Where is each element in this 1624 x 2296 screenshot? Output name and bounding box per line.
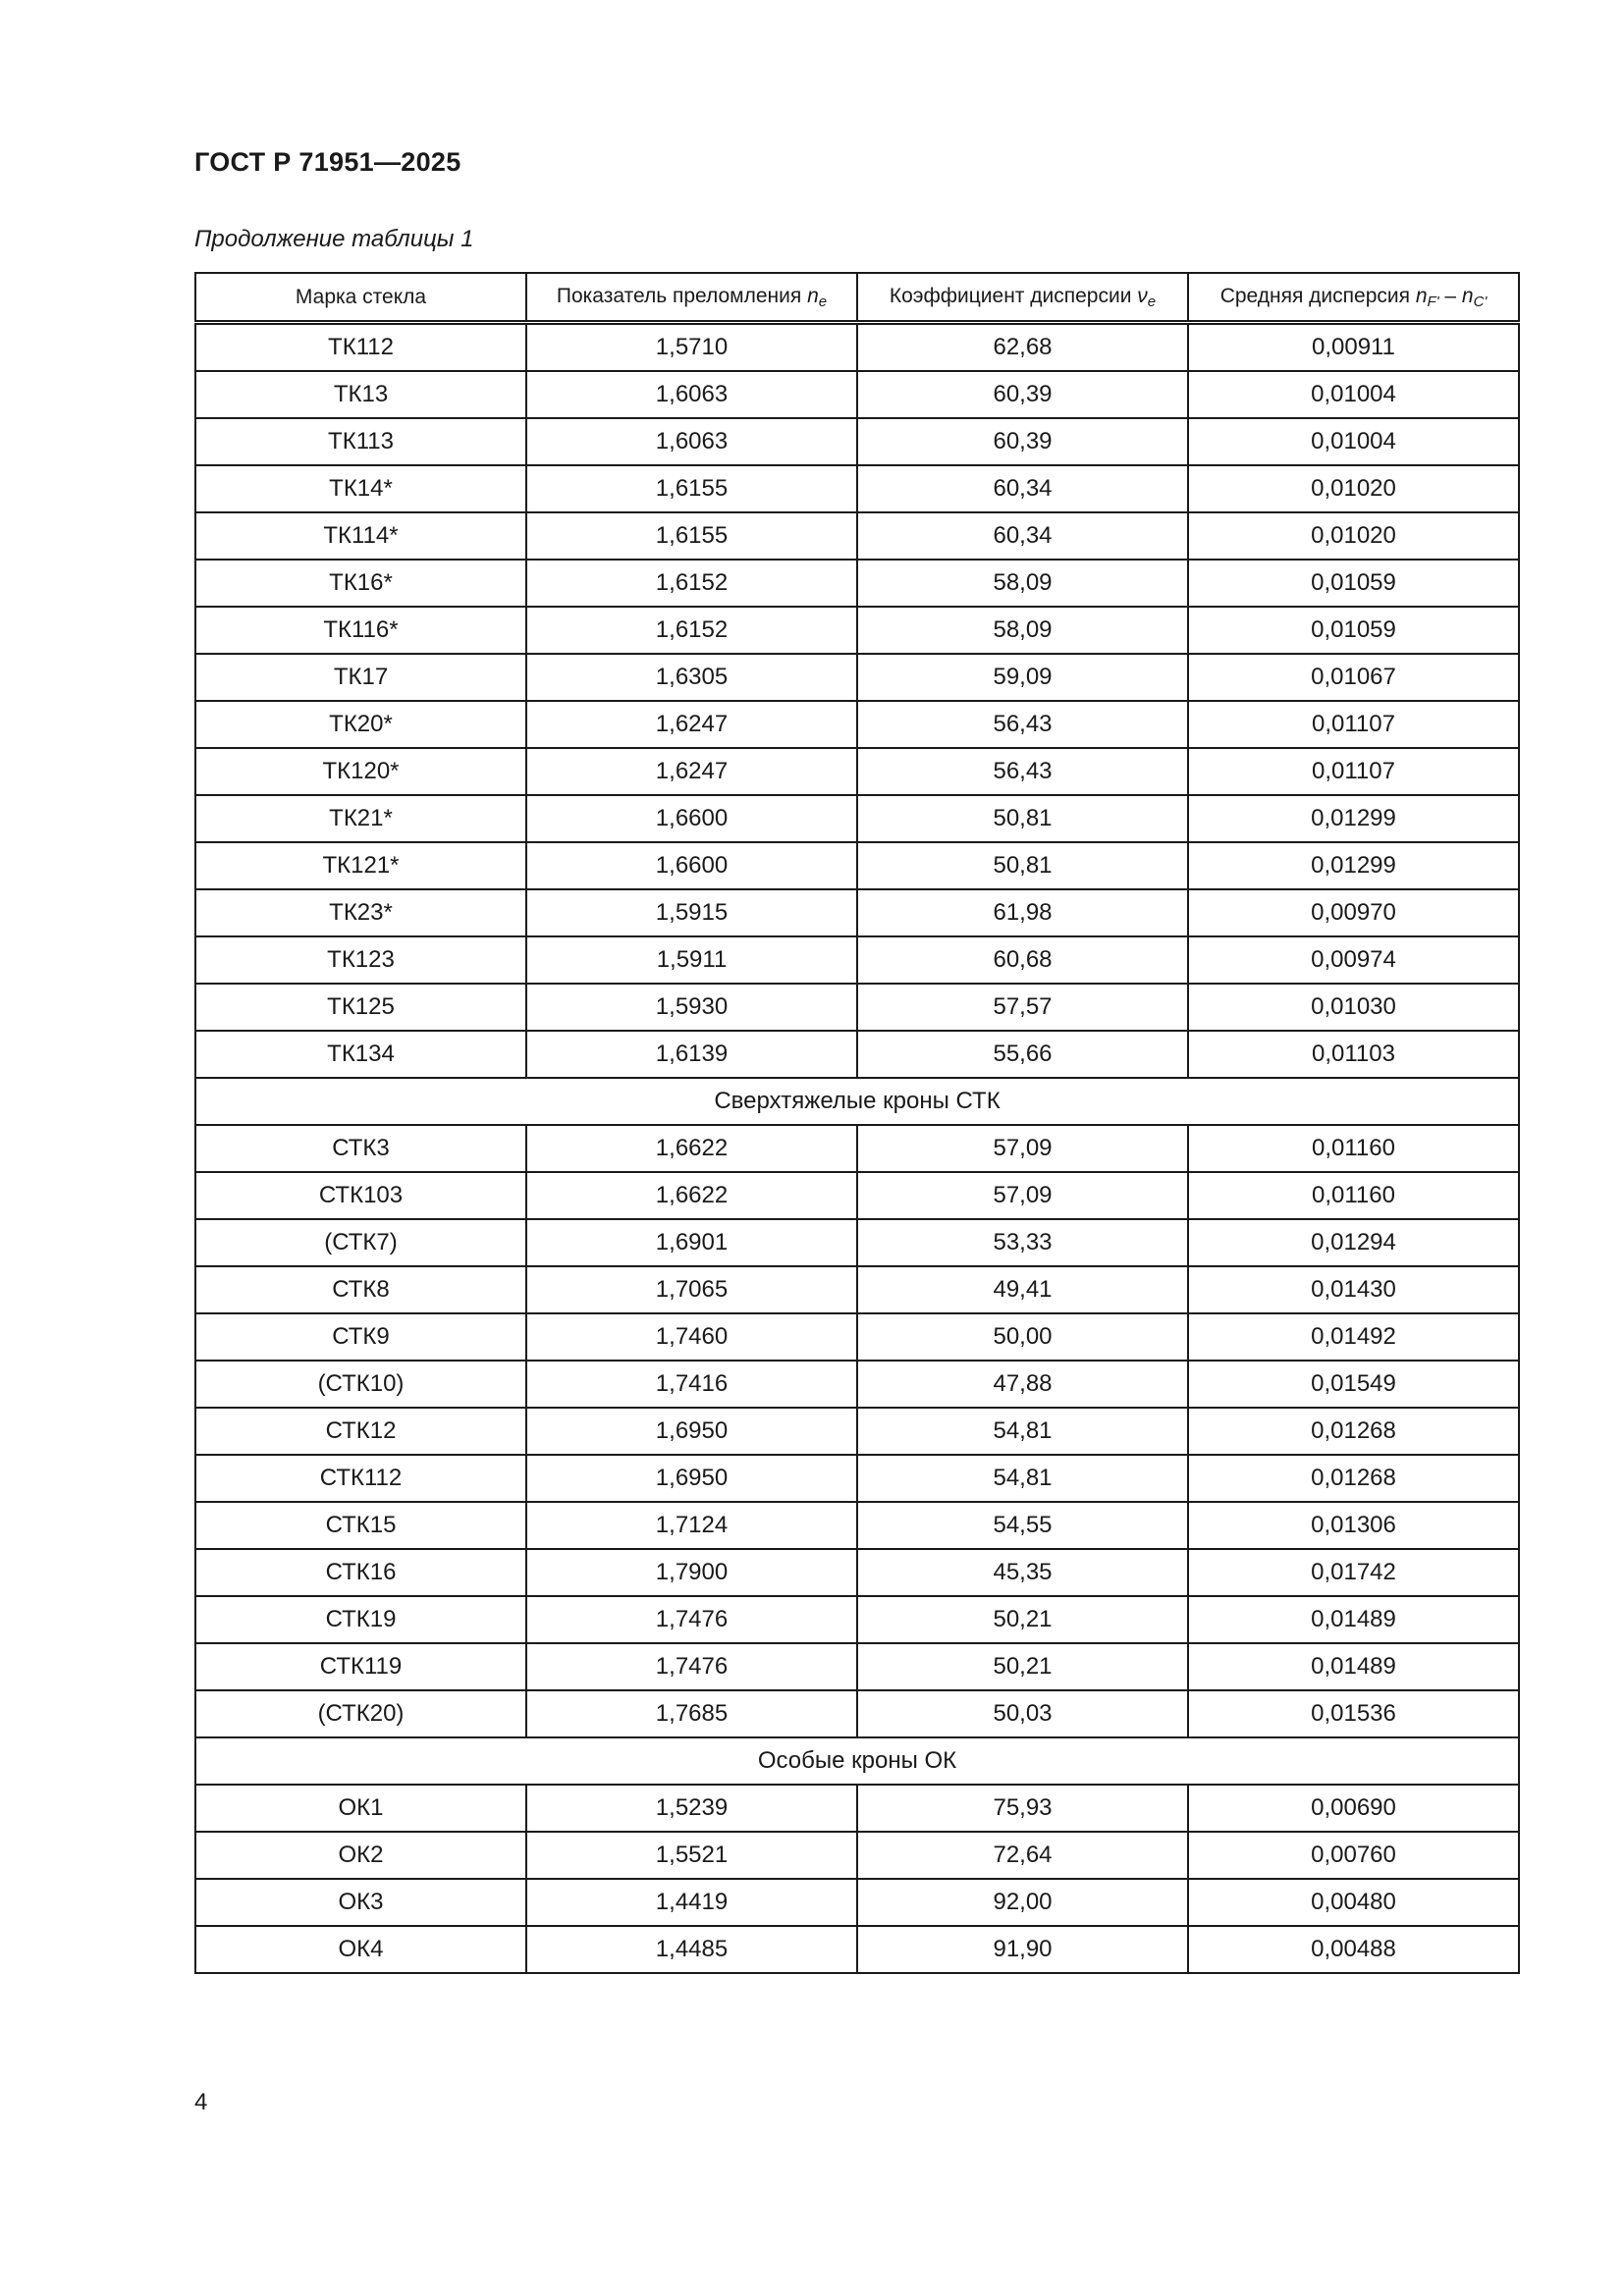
cell-abbe-number: 54,55 <box>857 1502 1188 1549</box>
cell-mean-dispersion: 0,01004 <box>1188 371 1519 418</box>
cell-abbe-number: 91,90 <box>857 1926 1188 1973</box>
cell-abbe-number: 60,68 <box>857 936 1188 984</box>
cell-refractive-index: 1,6950 <box>526 1455 857 1502</box>
cell-mean-dispersion: 0,00690 <box>1188 1785 1519 1832</box>
cell-refractive-index: 1,5930 <box>526 984 857 1031</box>
table-row <box>195 1219 1519 1266</box>
cell-glass-grade: ОК2 <box>195 1832 526 1879</box>
cell-abbe-number: 49,41 <box>857 1266 1188 1313</box>
cell-glass-grade: ТК112 <box>195 323 526 372</box>
cell-refractive-index: 1,6901 <box>526 1219 857 1266</box>
cell-refractive-index: 1,7460 <box>526 1313 857 1361</box>
cell-mean-dispersion: 0,01059 <box>1188 607 1519 654</box>
cell-refractive-index: 1,6950 <box>526 1408 857 1455</box>
cell-abbe-number: 72,64 <box>857 1832 1188 1879</box>
cell-abbe-number: 50,00 <box>857 1313 1188 1361</box>
cell-mean-dispersion: 0,00480 <box>1188 1879 1519 1926</box>
cell-mean-dispersion: 0,01020 <box>1188 512 1519 560</box>
cell-abbe-number: 60,39 <box>857 418 1188 465</box>
cell-abbe-number: 60,39 <box>857 371 1188 418</box>
cell-mean-dispersion: 0,01742 <box>1188 1549 1519 1596</box>
cell-refractive-index: 1,6155 <box>526 512 857 560</box>
cell-mean-dispersion: 0,01294 <box>1188 1219 1519 1266</box>
cell-abbe-number: 47,88 <box>857 1361 1188 1408</box>
cell-mean-dispersion: 0,00760 <box>1188 1832 1519 1879</box>
table-header-row <box>195 273 1519 323</box>
cell-refractive-index: 1,6155 <box>526 465 857 512</box>
table-row <box>195 1832 1519 1879</box>
cell-glass-grade: ОК1 <box>195 1785 526 1832</box>
table-row <box>195 1125 1519 1172</box>
cell-glass-grade: ТК23* <box>195 889 526 936</box>
cell-refractive-index: 1,5521 <box>526 1832 857 1879</box>
cell-refractive-index: 1,6622 <box>526 1172 857 1219</box>
cell-abbe-number: 75,93 <box>857 1785 1188 1832</box>
cell-mean-dispersion: 0,01430 <box>1188 1266 1519 1313</box>
table-row <box>195 654 1519 701</box>
cell-mean-dispersion: 0,01107 <box>1188 748 1519 795</box>
cell-abbe-number: 56,43 <box>857 748 1188 795</box>
cell-abbe-number: 55,66 <box>857 1031 1188 1078</box>
cell-glass-grade: ТК21* <box>195 795 526 842</box>
cell-glass-grade: ОК4 <box>195 1926 526 1973</box>
cell-mean-dispersion: 0,01299 <box>1188 842 1519 889</box>
section-header-row <box>195 1078 1519 1125</box>
cell-glass-grade: СТК119 <box>195 1643 526 1690</box>
cell-abbe-number: 57,09 <box>857 1125 1188 1172</box>
cell-refractive-index: 1,7900 <box>526 1549 857 1596</box>
cell-mean-dispersion: 0,01268 <box>1188 1408 1519 1455</box>
section-header: Сверхтяжелые кроны СТК <box>195 1078 1519 1125</box>
header-glass-grade: Марка стекла <box>195 273 526 323</box>
table-row <box>195 1926 1519 1973</box>
table-row <box>195 842 1519 889</box>
cell-mean-dispersion: 0,01067 <box>1188 654 1519 701</box>
cell-mean-dispersion: 0,01107 <box>1188 701 1519 748</box>
cell-glass-grade: ТК13 <box>195 371 526 418</box>
cell-refractive-index: 1,5710 <box>526 323 857 372</box>
cell-mean-dispersion: 0,01004 <box>1188 418 1519 465</box>
cell-glass-grade: СТК16 <box>195 1549 526 1596</box>
cell-abbe-number: 54,81 <box>857 1455 1188 1502</box>
table-row <box>195 560 1519 607</box>
cell-mean-dispersion: 0,01030 <box>1188 984 1519 1031</box>
cell-glass-grade: ОК3 <box>195 1879 526 1926</box>
table-row <box>195 607 1519 654</box>
cell-glass-grade: СТК15 <box>195 1502 526 1549</box>
cell-refractive-index: 1,6622 <box>526 1125 857 1172</box>
table-row <box>195 748 1519 795</box>
cell-glass-grade: ТК121* <box>195 842 526 889</box>
cell-abbe-number: 62,68 <box>857 323 1188 372</box>
cell-refractive-index: 1,7416 <box>526 1361 857 1408</box>
table-row <box>195 465 1519 512</box>
cell-refractive-index: 1,7476 <box>526 1596 857 1643</box>
cell-mean-dispersion: 0,01306 <box>1188 1502 1519 1549</box>
cell-glass-grade: (СТК7) <box>195 1219 526 1266</box>
cell-mean-dispersion: 0,01268 <box>1188 1455 1519 1502</box>
cell-refractive-index: 1,7476 <box>526 1643 857 1690</box>
document-code: ГОСТ Р 71951—2025 <box>194 147 461 177</box>
cell-mean-dispersion: 0,01059 <box>1188 560 1519 607</box>
cell-refractive-index: 1,6152 <box>526 607 857 654</box>
section-header-row <box>195 1737 1519 1785</box>
cell-glass-grade: СТК103 <box>195 1172 526 1219</box>
cell-mean-dispersion: 0,01492 <box>1188 1313 1519 1361</box>
cell-abbe-number: 50,21 <box>857 1596 1188 1643</box>
cell-glass-grade: ТК120* <box>195 748 526 795</box>
cell-glass-grade: ТК16* <box>195 560 526 607</box>
cell-refractive-index: 1,7065 <box>526 1266 857 1313</box>
cell-glass-grade: ТК14* <box>195 465 526 512</box>
cell-refractive-index: 1,5239 <box>526 1785 857 1832</box>
table-row <box>195 323 1519 372</box>
cell-refractive-index: 1,7685 <box>526 1690 857 1737</box>
cell-abbe-number: 58,09 <box>857 560 1188 607</box>
table-row <box>195 1266 1519 1313</box>
cell-abbe-number: 60,34 <box>857 512 1188 560</box>
cell-mean-dispersion: 0,01489 <box>1188 1596 1519 1643</box>
cell-abbe-number: 50,81 <box>857 842 1188 889</box>
cell-glass-grade: ТК114* <box>195 512 526 560</box>
cell-glass-grade: СТК112 <box>195 1455 526 1502</box>
cell-glass-grade: ТК134 <box>195 1031 526 1078</box>
cell-abbe-number: 50,81 <box>857 795 1188 842</box>
cell-glass-grade: ТК123 <box>195 936 526 984</box>
table-row <box>195 1596 1519 1643</box>
table-row <box>195 1690 1519 1737</box>
cell-glass-grade: ТК20* <box>195 701 526 748</box>
table-body <box>195 323 1519 1974</box>
section-header: Особые кроны ОК <box>195 1737 1519 1785</box>
cell-mean-dispersion: 0,00970 <box>1188 889 1519 936</box>
cell-abbe-number: 60,34 <box>857 465 1188 512</box>
glass-properties-table <box>194 272 1520 1974</box>
cell-mean-dispersion: 0,00488 <box>1188 1926 1519 1973</box>
cell-glass-grade: ТК116* <box>195 607 526 654</box>
header-mean-dispersion: Средняя дисперсия $n_{F'} - n_{C'}$ <box>1188 273 1519 323</box>
table-row <box>195 1172 1519 1219</box>
table-row <box>195 1031 1519 1078</box>
cell-refractive-index: 1,5911 <box>526 936 857 984</box>
cell-refractive-index: 1,6063 <box>526 418 857 465</box>
cell-abbe-number: 50,21 <box>857 1643 1188 1690</box>
table-row <box>195 1455 1519 1502</box>
table-row <box>195 1502 1519 1549</box>
table-row <box>195 512 1519 560</box>
cell-glass-grade: СТК9 <box>195 1313 526 1361</box>
cell-refractive-index: 1,7124 <box>526 1502 857 1549</box>
cell-glass-grade: ТК125 <box>195 984 526 1031</box>
cell-refractive-index: 1,4419 <box>526 1879 857 1926</box>
cell-mean-dispersion: 0,01160 <box>1188 1125 1519 1172</box>
cell-refractive-index: 1,6139 <box>526 1031 857 1078</box>
cell-abbe-number: 56,43 <box>857 701 1188 748</box>
cell-mean-dispersion: 0,00974 <box>1188 936 1519 984</box>
cell-refractive-index: 1,5915 <box>526 889 857 936</box>
cell-glass-grade: СТК8 <box>195 1266 526 1313</box>
table-row <box>195 701 1519 748</box>
table-row <box>195 1879 1519 1926</box>
cell-mean-dispersion: 0,01103 <box>1188 1031 1519 1078</box>
cell-mean-dispersion: 0,01489 <box>1188 1643 1519 1690</box>
cell-mean-dispersion: 0,01549 <box>1188 1361 1519 1408</box>
cell-abbe-number: 53,33 <box>857 1219 1188 1266</box>
cell-refractive-index: 1,6600 <box>526 842 857 889</box>
cell-refractive-index: 1,6063 <box>526 371 857 418</box>
cell-mean-dispersion: 0,01160 <box>1188 1172 1519 1219</box>
cell-glass-grade: (СТК20) <box>195 1690 526 1737</box>
header-abbe-number: Коэффициент дисперсии $\nu_e$ <box>857 273 1188 323</box>
cell-glass-grade: ТК17 <box>195 654 526 701</box>
table-row <box>195 371 1519 418</box>
cell-mean-dispersion: 0,01299 <box>1188 795 1519 842</box>
cell-refractive-index: 1,6247 <box>526 701 857 748</box>
table-row <box>195 1361 1519 1408</box>
cell-mean-dispersion: 0,01020 <box>1188 465 1519 512</box>
table-row <box>195 1313 1519 1361</box>
cell-abbe-number: 54,81 <box>857 1408 1188 1455</box>
cell-glass-grade: СТК12 <box>195 1408 526 1455</box>
cell-mean-dispersion: 0,00911 <box>1188 323 1519 372</box>
cell-refractive-index: 1,6247 <box>526 748 857 795</box>
table-row <box>195 1643 1519 1690</box>
cell-glass-grade: ТК113 <box>195 418 526 465</box>
cell-abbe-number: 61,98 <box>857 889 1188 936</box>
table-row <box>195 984 1519 1031</box>
cell-abbe-number: 50,03 <box>857 1690 1188 1737</box>
cell-refractive-index: 1,4485 <box>526 1926 857 1973</box>
cell-mean-dispersion: 0,01536 <box>1188 1690 1519 1737</box>
table-row <box>195 418 1519 465</box>
header-refractive-index: Показатель преломления $n_e$ <box>526 273 857 323</box>
cell-glass-grade: (СТК10) <box>195 1361 526 1408</box>
table-caption: Продолжение таблицы 1 <box>194 226 474 252</box>
cell-refractive-index: 1,6152 <box>526 560 857 607</box>
table-row <box>195 889 1519 936</box>
table-row <box>195 936 1519 984</box>
cell-refractive-index: 1,6600 <box>526 795 857 842</box>
cell-abbe-number: 57,09 <box>857 1172 1188 1219</box>
table-row <box>195 1549 1519 1596</box>
cell-abbe-number: 58,09 <box>857 607 1188 654</box>
table-row <box>195 1785 1519 1832</box>
cell-abbe-number: 57,57 <box>857 984 1188 1031</box>
cell-abbe-number: 92,00 <box>857 1879 1188 1926</box>
page-number: 4 <box>194 2089 208 2115</box>
table-row <box>195 795 1519 842</box>
cell-abbe-number: 59,09 <box>857 654 1188 701</box>
cell-refractive-index: 1,6305 <box>526 654 857 701</box>
cell-glass-grade: СТК3 <box>195 1125 526 1172</box>
table-row <box>195 1408 1519 1455</box>
cell-glass-grade: СТК19 <box>195 1596 526 1643</box>
cell-abbe-number: 45,35 <box>857 1549 1188 1596</box>
